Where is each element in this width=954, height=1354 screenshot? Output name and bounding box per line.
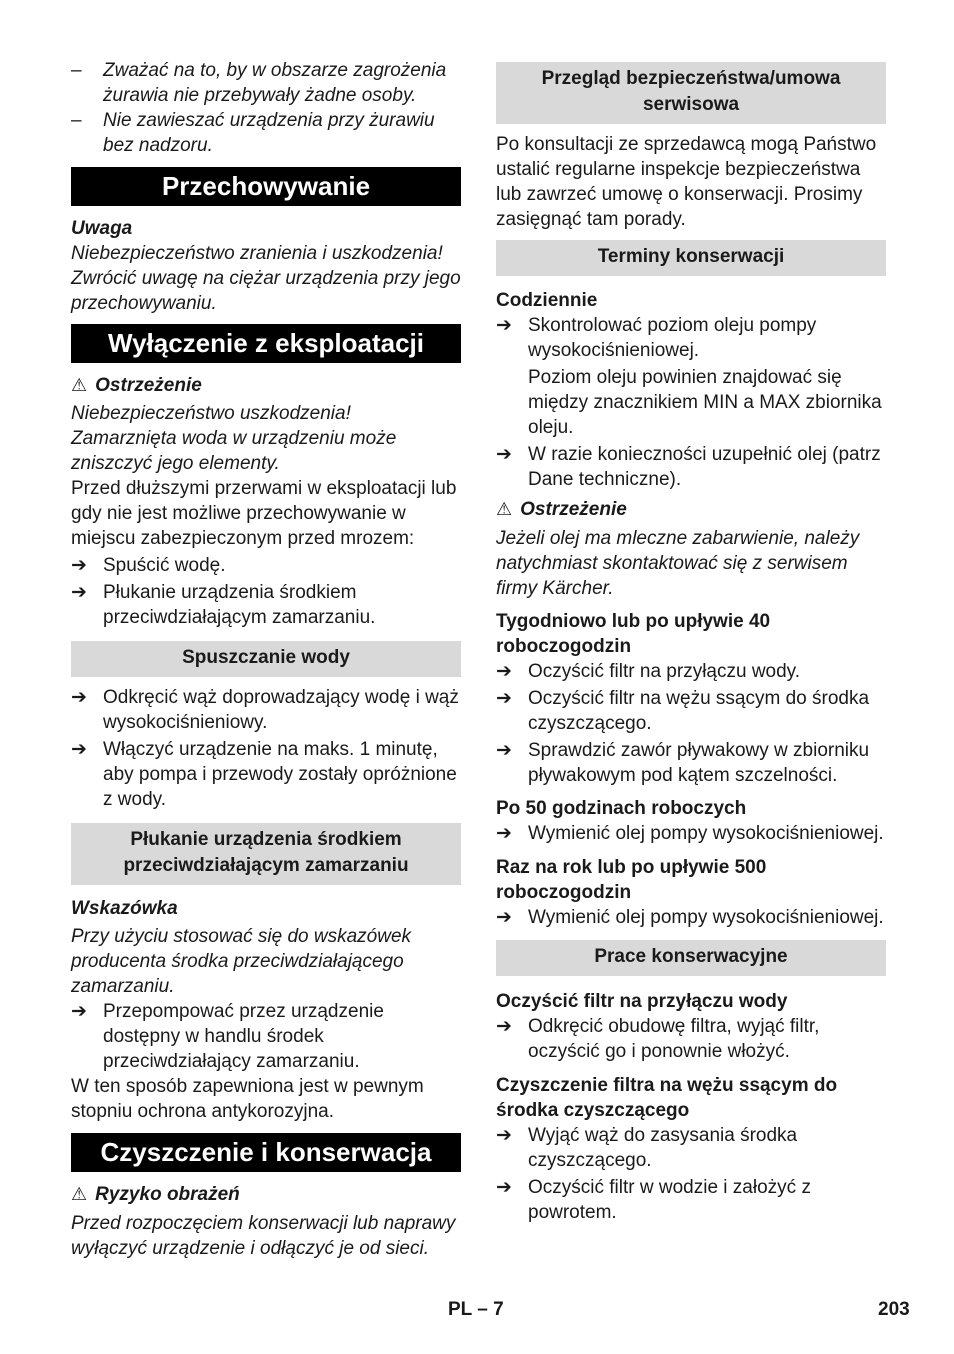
arrow-icon: ➔ xyxy=(496,688,512,709)
paragraph: W ten sposób zapewniona jest w pewnym stopniu ochrona antykorozyjna. xyxy=(71,1076,424,1122)
warning-label: ⚠ Ryzyko obrażeń xyxy=(71,1184,240,1205)
right-column xyxy=(496,58,886,1225)
subsection-heading-work: Prace konserwacyjne xyxy=(496,940,886,976)
interval-label: Po 50 godzinach roboczych xyxy=(496,798,747,819)
list-item: ➔ Wymienić olej pompy wysokociśnieniowej. xyxy=(496,907,884,928)
section-heading-cleaning: Czyszczenie i konserwacja xyxy=(71,1133,461,1172)
arrow-icon: ➔ xyxy=(496,315,512,336)
list-item: ➔ Oczyścić filtr na wężu ssącym do środka czyszczącego. xyxy=(496,688,870,734)
arrow-icon: ➔ xyxy=(496,661,512,682)
arrow-icon: ➔ xyxy=(496,823,512,844)
left-column xyxy=(71,58,461,1261)
list-item: – Zważać na to, by w obszarze zagrożenia żurawia nie przebywały żadne osoby. xyxy=(71,60,447,106)
paragraph: Przed dłuższymi przerwami w eksploatacji lub gdy nie jest możliwe przechowywanie w miejscu zabezpieczonym przed mrozem: xyxy=(71,478,457,549)
arrow-icon: ➔ xyxy=(496,1177,512,1198)
subsection-heading-drain: Spuszczanie wody xyxy=(71,641,461,677)
section-heading-shutdown: Wyłączenie z eksploatacji xyxy=(71,324,461,363)
arrow-icon: ➔ xyxy=(71,555,87,576)
list-item: ➔ Odkręcić wąż doprowadzający wodę i wąż wysokociśnieniowy. xyxy=(71,687,459,733)
arrow-icon: ➔ xyxy=(71,582,87,603)
interval-label: Codziennie xyxy=(496,290,598,311)
warning-icon: ⚠ xyxy=(71,1184,88,1204)
interval-label: Raz na rok lub po upływie 500 roboczogodzin xyxy=(496,857,767,903)
paragraph: Poziom oleju powinien znajdować się między znacznikiem MIN a MAX zbiornika oleju. xyxy=(528,367,882,438)
list-item: ➔ Odkręcić obudowę filtra, wyjąć filtr, oczyścić go i ponownie włożyć. xyxy=(496,1016,820,1062)
list-item: ➔ Sprawdzić zawór pływakowy w zbiorniku pływakowym pod kątem szczelności. xyxy=(496,740,870,786)
warning-text: Jeżeli olej ma mleczne zabarwienie, należy natychmiast skontaktować się z serwisem firmy Kärcher. xyxy=(496,528,860,599)
warning-icon: ⚠ xyxy=(496,499,513,519)
note-text: Niebezpieczeństwo zranienia i uszkodzenia! Zwrócić uwagę na ciężar urządzenia przy jego przechowywaniu. xyxy=(71,243,461,314)
arrow-icon: ➔ xyxy=(71,739,87,760)
arrow-icon: ➔ xyxy=(496,1125,512,1146)
interval-label: Tygodniowo lub po upływie 40 roboczogodzin xyxy=(496,611,771,657)
section-heading-storage: Przechowywanie xyxy=(71,167,461,206)
list-item: ➔ Włączyć urządzenie na maks. 1 minutę, aby pompa i przewody zostały opróżnione z wody. xyxy=(71,739,457,810)
list-item: ➔ Spuścić wodę. xyxy=(71,555,226,576)
arrow-icon: ➔ xyxy=(71,1001,87,1022)
warning-label: ⚠ Ostrzeżenie xyxy=(496,499,627,520)
list-item: ➔ Przepompować przez urządzenie dostępny w handlu środek przeciwdziałający zamarzaniu. xyxy=(71,1001,384,1072)
hint-label: Wskazówka xyxy=(71,898,178,919)
arrow-icon: ➔ xyxy=(496,444,512,465)
subsection-heading-terms: Terminy konserwacji xyxy=(496,240,886,276)
paragraph: Po konsultacji ze sprzedawcą mogą Państwo ustalić regularne inspekcje bezpieczeństwa lub zawrzeć umowę o konserwacji. Prosimy zasięgnąć tam porady. xyxy=(496,134,877,230)
warning-icon: ⚠ xyxy=(71,375,88,395)
task-label: Oczyścić filtr na przyłączu wody xyxy=(496,991,788,1012)
warning-label: ⚠ Ostrzeżenie xyxy=(71,375,202,396)
list-item: ➔ Skontrolować poziom oleju pompy wysokociśnieniowej. xyxy=(496,315,817,361)
arrow-icon: ➔ xyxy=(496,907,512,928)
list-item: ➔ Oczyścić filtr na przyłączu wody. xyxy=(496,661,801,682)
subsection-heading-antifreeze: Płukanie urządzenia środkiem przeciwdziałającym zamarzaniu xyxy=(71,823,461,885)
list-item: ➔ Wyjąć wąż do zasysania środka czyszczącego. xyxy=(496,1125,798,1171)
note-label: Uwaga xyxy=(71,218,133,239)
page-number: 203 xyxy=(878,1299,910,1320)
list-item: ➔ Oczyścić filtr w wodzie i założyć z powrotem. xyxy=(496,1177,811,1223)
list-item: ➔ Wymienić olej pompy wysokociśnieniowej. xyxy=(496,823,884,844)
arrow-icon: ➔ xyxy=(71,687,87,708)
list-item: ➔ Płukanie urządzenia środkiem przeciwdziałającym zamarzaniu. xyxy=(71,582,376,628)
arrow-icon: ➔ xyxy=(496,740,512,761)
warning-text: Niebezpieczeństwo uszkodzenia! Zamarznięta woda w urządzeniu może zniszczyć jego elementy. xyxy=(71,403,397,474)
subsection-heading-safety: Przegląd bezpieczeństwa/umowa serwisowa xyxy=(496,62,886,124)
warning-text: Przed rozpoczęciem konserwacji lub naprawy wyłączyć urządzenie i odłączyć je od sieci. xyxy=(71,1213,456,1259)
list-item: – Nie zawieszać urządzenia przy żurawiu bez nadzoru. xyxy=(71,110,435,156)
task-label: Czyszczenie filtra na wężu ssącym do środka czyszczącego xyxy=(496,1075,838,1121)
dash-icon: – xyxy=(71,60,82,81)
arrow-icon: ➔ xyxy=(496,1016,512,1037)
hint-text: Przy użyciu stosować się do wskazówek producenta środka przeciwdziałającego zamarzaniu. xyxy=(71,926,412,997)
dash-icon: – xyxy=(71,110,82,131)
footer-language-page: PL – 7 xyxy=(448,1299,504,1320)
list-item: ➔ W razie konieczności uzupełnić olej (patrz Dane techniczne). xyxy=(496,444,881,490)
